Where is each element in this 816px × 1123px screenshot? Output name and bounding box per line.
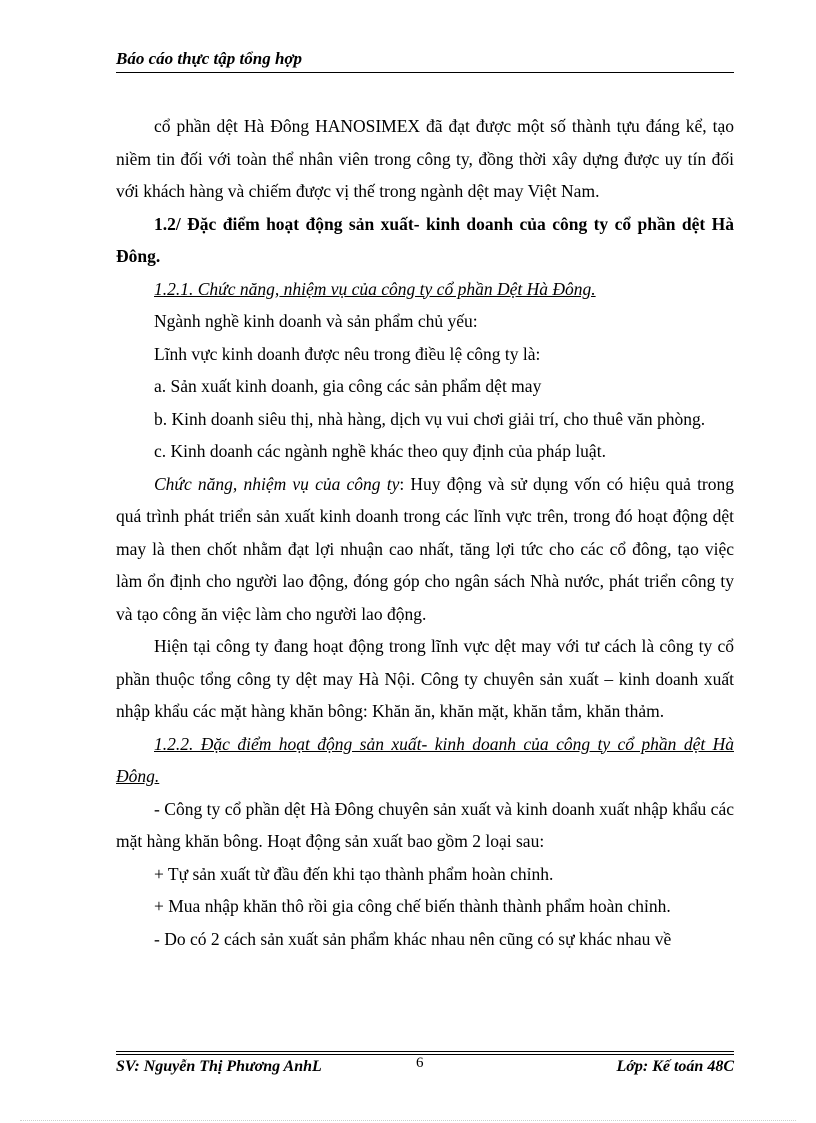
paragraph: + Mua nhập khăn thô rồi gia công chế biến thành thành phẩm hoàn chỉnh.: [154, 896, 671, 916]
page-number: 6: [416, 1055, 424, 1071]
page-header: [116, 48, 734, 73]
paragraph-text: : Huy động và sử dụng vốn có hiệu quả trong quá trình phát triển sản xuất kinh doanh trong các lĩnh vực trên, trong đó hoạt động dệt may là then chốt nhằm đạt lợi nhuận cao nhất, tăng lợi tức cho các cổ đông, tạo việc làm ổn định cho người lao động, đóng góp cho ngân sách Nhà nước, phát triển công ty và tạo công ăn việc làm cho người lao động.: [116, 473, 735, 624]
document-body: [116, 110, 734, 955]
footer-class: Lớp: Kế toán 48C: [616, 1058, 734, 1075]
subsection-heading: [116, 273, 734, 306]
subsection-heading: [116, 728, 734, 793]
italic-lead: Chức năng, nhiệm vụ của công ty: [154, 473, 400, 494]
paragraph: Ngành nghề kinh doanh và sản phẩm chủ yếu:: [154, 311, 478, 331]
paragraph: [116, 468, 734, 631]
paragraph: cổ phần dệt Hà Đông HANOSIMEX đã đạt được một số thành tựu đáng kể, tạo niềm tin đối với toàn thể nhân viên trong công ty, đồng thời xây dựng được uy tín đối với khách hàng và chiếm được vị thế trong ngành dệt may Việt Nam.: [116, 116, 734, 201]
paragraph: + Tự sản xuất từ đầu đến khi tạo thành phẩm hoàn chỉnh.: [154, 863, 554, 884]
paragraph: - Do có 2 cách sản xuất sản phẩm khác nhau nên cũng có sự khác nhau về: [154, 928, 672, 949]
page-footer: [116, 1055, 734, 1080]
header-title: Báo cáo thực tập tổng hợp: [116, 49, 303, 68]
subsection-heading-text: 1.2.1. Chức năng, nhiệm vụ của công ty cổ phần Dệt Hà Đông.: [154, 278, 596, 299]
list-item: b. Kinh doanh siêu thị, nhà hàng, dịch vụ vui chơi giải trí, cho thuê văn phòng.: [154, 408, 706, 429]
section-heading: 1.2/ Đặc điểm hoạt động sản xuất- kinh doanh của công ty cổ phần dệt Hà Đông.: [116, 213, 734, 266]
list-item: c. Kinh doanh các ngành nghề khác theo quy định của pháp luật.: [154, 441, 606, 461]
subsection-heading-text: 1.2.2. Đặc điểm hoạt động sản xuất- kinh doanh của công ty cổ phần dệt Hà Đông.: [116, 733, 734, 786]
footer-student: SV: Nguyễn Thị Phương AnhL: [116, 1058, 322, 1075]
paragraph: Hiện tại công ty đang hoạt động trong lĩnh vực dệt may với tư cách là công ty cổ phần thuộc tổng công ty dệt may Hà Nội. Công ty chuyên sản xuất – kinh doanh xuất nhập khẩu các mặt hàng khăn bông: Khăn ăn, khăn mặt, khăn tắm, khăn thảm.: [116, 636, 734, 721]
page-edge-divider: [20, 1120, 796, 1121]
footer-divider: [116, 1051, 734, 1055]
list-item: a. Sản xuất kinh doanh, gia công các sản phẩm dệt may: [154, 376, 542, 396]
paragraph: Lĩnh vực kinh doanh được nêu trong điều lệ công ty là:: [154, 343, 541, 364]
paragraph: - Công ty cổ phần dệt Hà Đông chuyên sản xuất và kinh doanh xuất nhập khẩu các mặt hàng khăn bông. Hoạt động sản xuất bao gồm 2 loại sau:: [116, 798, 734, 851]
